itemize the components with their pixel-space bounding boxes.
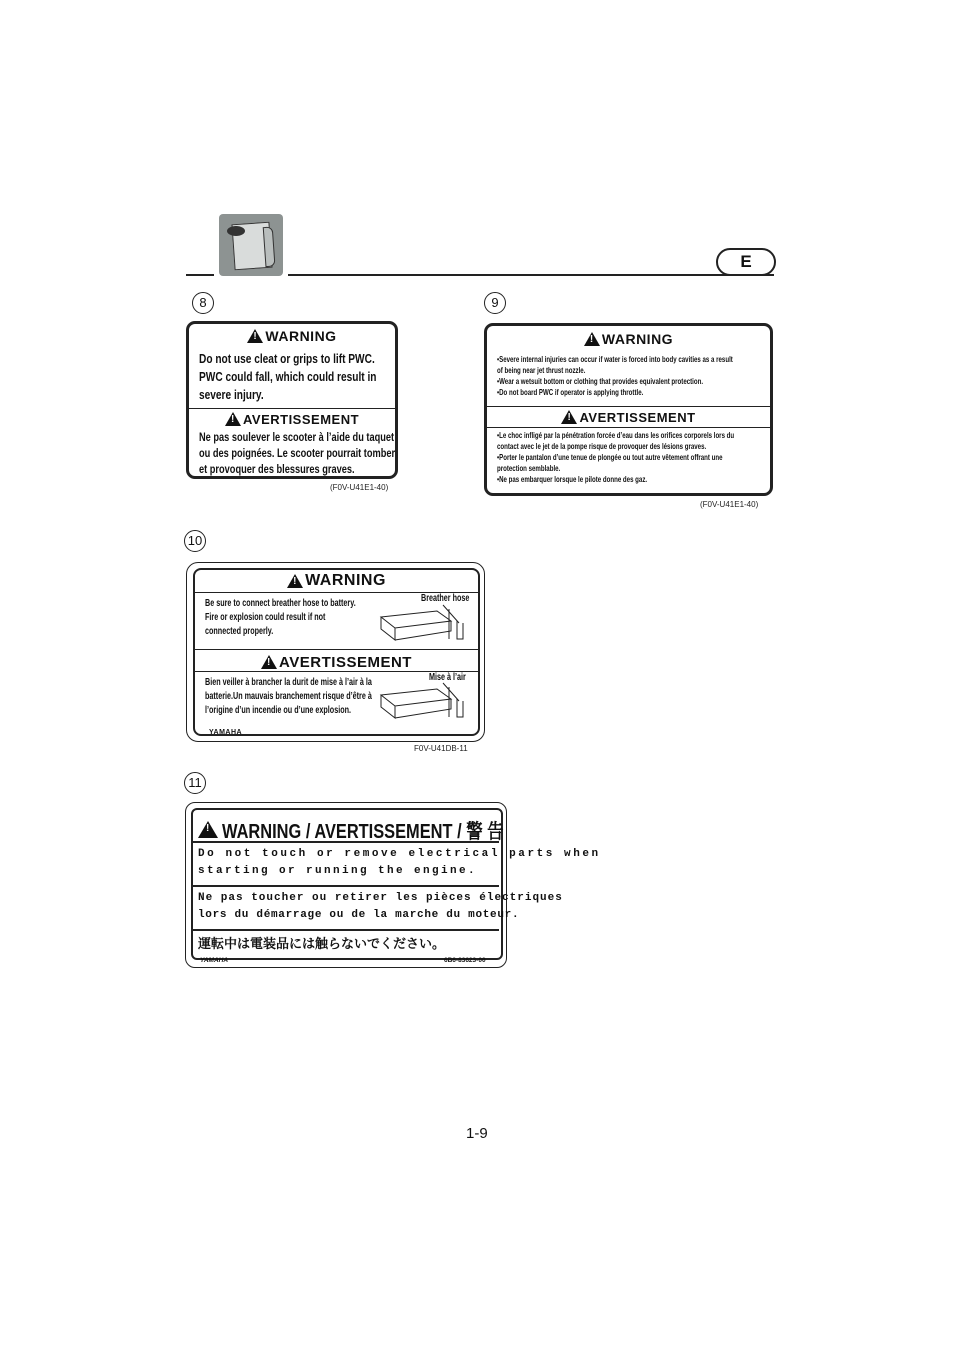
warning-label-9 xyxy=(484,323,773,496)
warning-triangle-icon xyxy=(561,410,577,424)
divider xyxy=(195,649,478,650)
warning-heading: ! WARNING xyxy=(487,326,770,352)
battery-hose-diagram xyxy=(379,679,475,721)
warning-triangle-icon xyxy=(287,574,303,588)
warning-triangle-icon xyxy=(225,412,241,426)
header-rule-right xyxy=(288,274,774,276)
avertissement-text: Ne pas soulever le scooter à l’aide du taquet ou des poignées. Le scooter pourrait tomber et provoquer des blessures graves. xyxy=(199,430,396,476)
label-number-11: 11 xyxy=(184,772,206,794)
multilingual-warning-heading: ! WARNING / AVERTISSEMENT / 警 告 xyxy=(198,815,565,844)
avertissement-heading: ! AVERTISSEMENT xyxy=(487,407,770,427)
mise-a-lair-callout: Mise à l’air xyxy=(429,672,466,683)
avertissement-text: •Le choc infligé par la pénétration forcée d’eau dans les orifices corporels lors du contact avec le jet de la pompe risque de provoquer des lésions graves. •Porter le pantalon d’une tenue de plongée ou tout autre vêtement offrant une protection semblable. •Ne pas embarquer lorsque le pilote donne des gaz. xyxy=(497,430,735,484)
warning-label-11 xyxy=(185,802,601,968)
warning-triangle-icon xyxy=(261,655,277,669)
battery-hose-diagram xyxy=(379,601,475,643)
warning-label-8 xyxy=(186,321,398,479)
avertissement-heading: ! AVERTISSEMENT xyxy=(193,651,480,673)
warning-triangle-icon xyxy=(584,332,600,346)
warning-text: Do not use cleat or grips to lift PWC. PWC could fall, which could result in severe injury. xyxy=(199,351,377,402)
manual-book-icon xyxy=(219,214,283,276)
label-number-9: 9 xyxy=(484,292,506,314)
warning-heading: ! WARNING xyxy=(189,324,395,348)
avertissement-text: Bien veiller à brancher la durit de mise à l’air à la batterie.Un mauvais branchement risque d’être à l’origine d’un incendie ou d’une explosion. xyxy=(205,677,372,716)
warning-triangle-icon xyxy=(247,329,263,343)
yamaha-brand: YAMAHA xyxy=(200,957,229,964)
header-rule-left xyxy=(186,274,214,276)
page-number: 1-9 xyxy=(466,1125,488,1142)
part-code: (F0V-U41E1-40) xyxy=(700,500,759,509)
english-text: Do not touch or remove electrical parts when starting or running the engine. xyxy=(198,848,601,877)
part-code: 6B6-83623-00 xyxy=(444,957,486,964)
warning-label-10 xyxy=(186,562,485,742)
part-code: F0V-U41DB-11 xyxy=(414,744,468,753)
divider xyxy=(193,929,499,931)
warning-heading: ! WARNING xyxy=(193,570,480,592)
part-code: (F0V-U41E1-40) xyxy=(330,483,389,492)
label-number-8: 8 xyxy=(192,292,214,314)
label-number-10: 10 xyxy=(184,530,206,552)
yamaha-brand: YAMAHA xyxy=(209,729,243,736)
breather-hose-callout: Breather hose xyxy=(421,593,470,604)
warning-triangle-icon xyxy=(198,821,218,838)
japanese-text: 運転中は電装品には触らないでください。 xyxy=(198,937,446,952)
divider xyxy=(193,841,499,843)
language-badge: E xyxy=(716,248,776,276)
warning-text: Be sure to connect breather hose to battery. Fire or explosion could result if not connected properly. xyxy=(205,598,356,637)
warning-text: •Severe internal injuries can occur if water is forced into body cavities as a result of being near jet thrust nozzle. •Wear a wetsuit bottom or clothing that provides equivalent protection. •Do not board PWC if operator is applying throttle. xyxy=(497,354,733,397)
divider xyxy=(193,885,499,887)
french-text: Ne pas toucher ou retirer les pièces électriques lors du démarrage ou de la marche du moteur. xyxy=(198,892,563,921)
avertissement-heading: ! AVERTISSEMENT xyxy=(189,409,395,429)
